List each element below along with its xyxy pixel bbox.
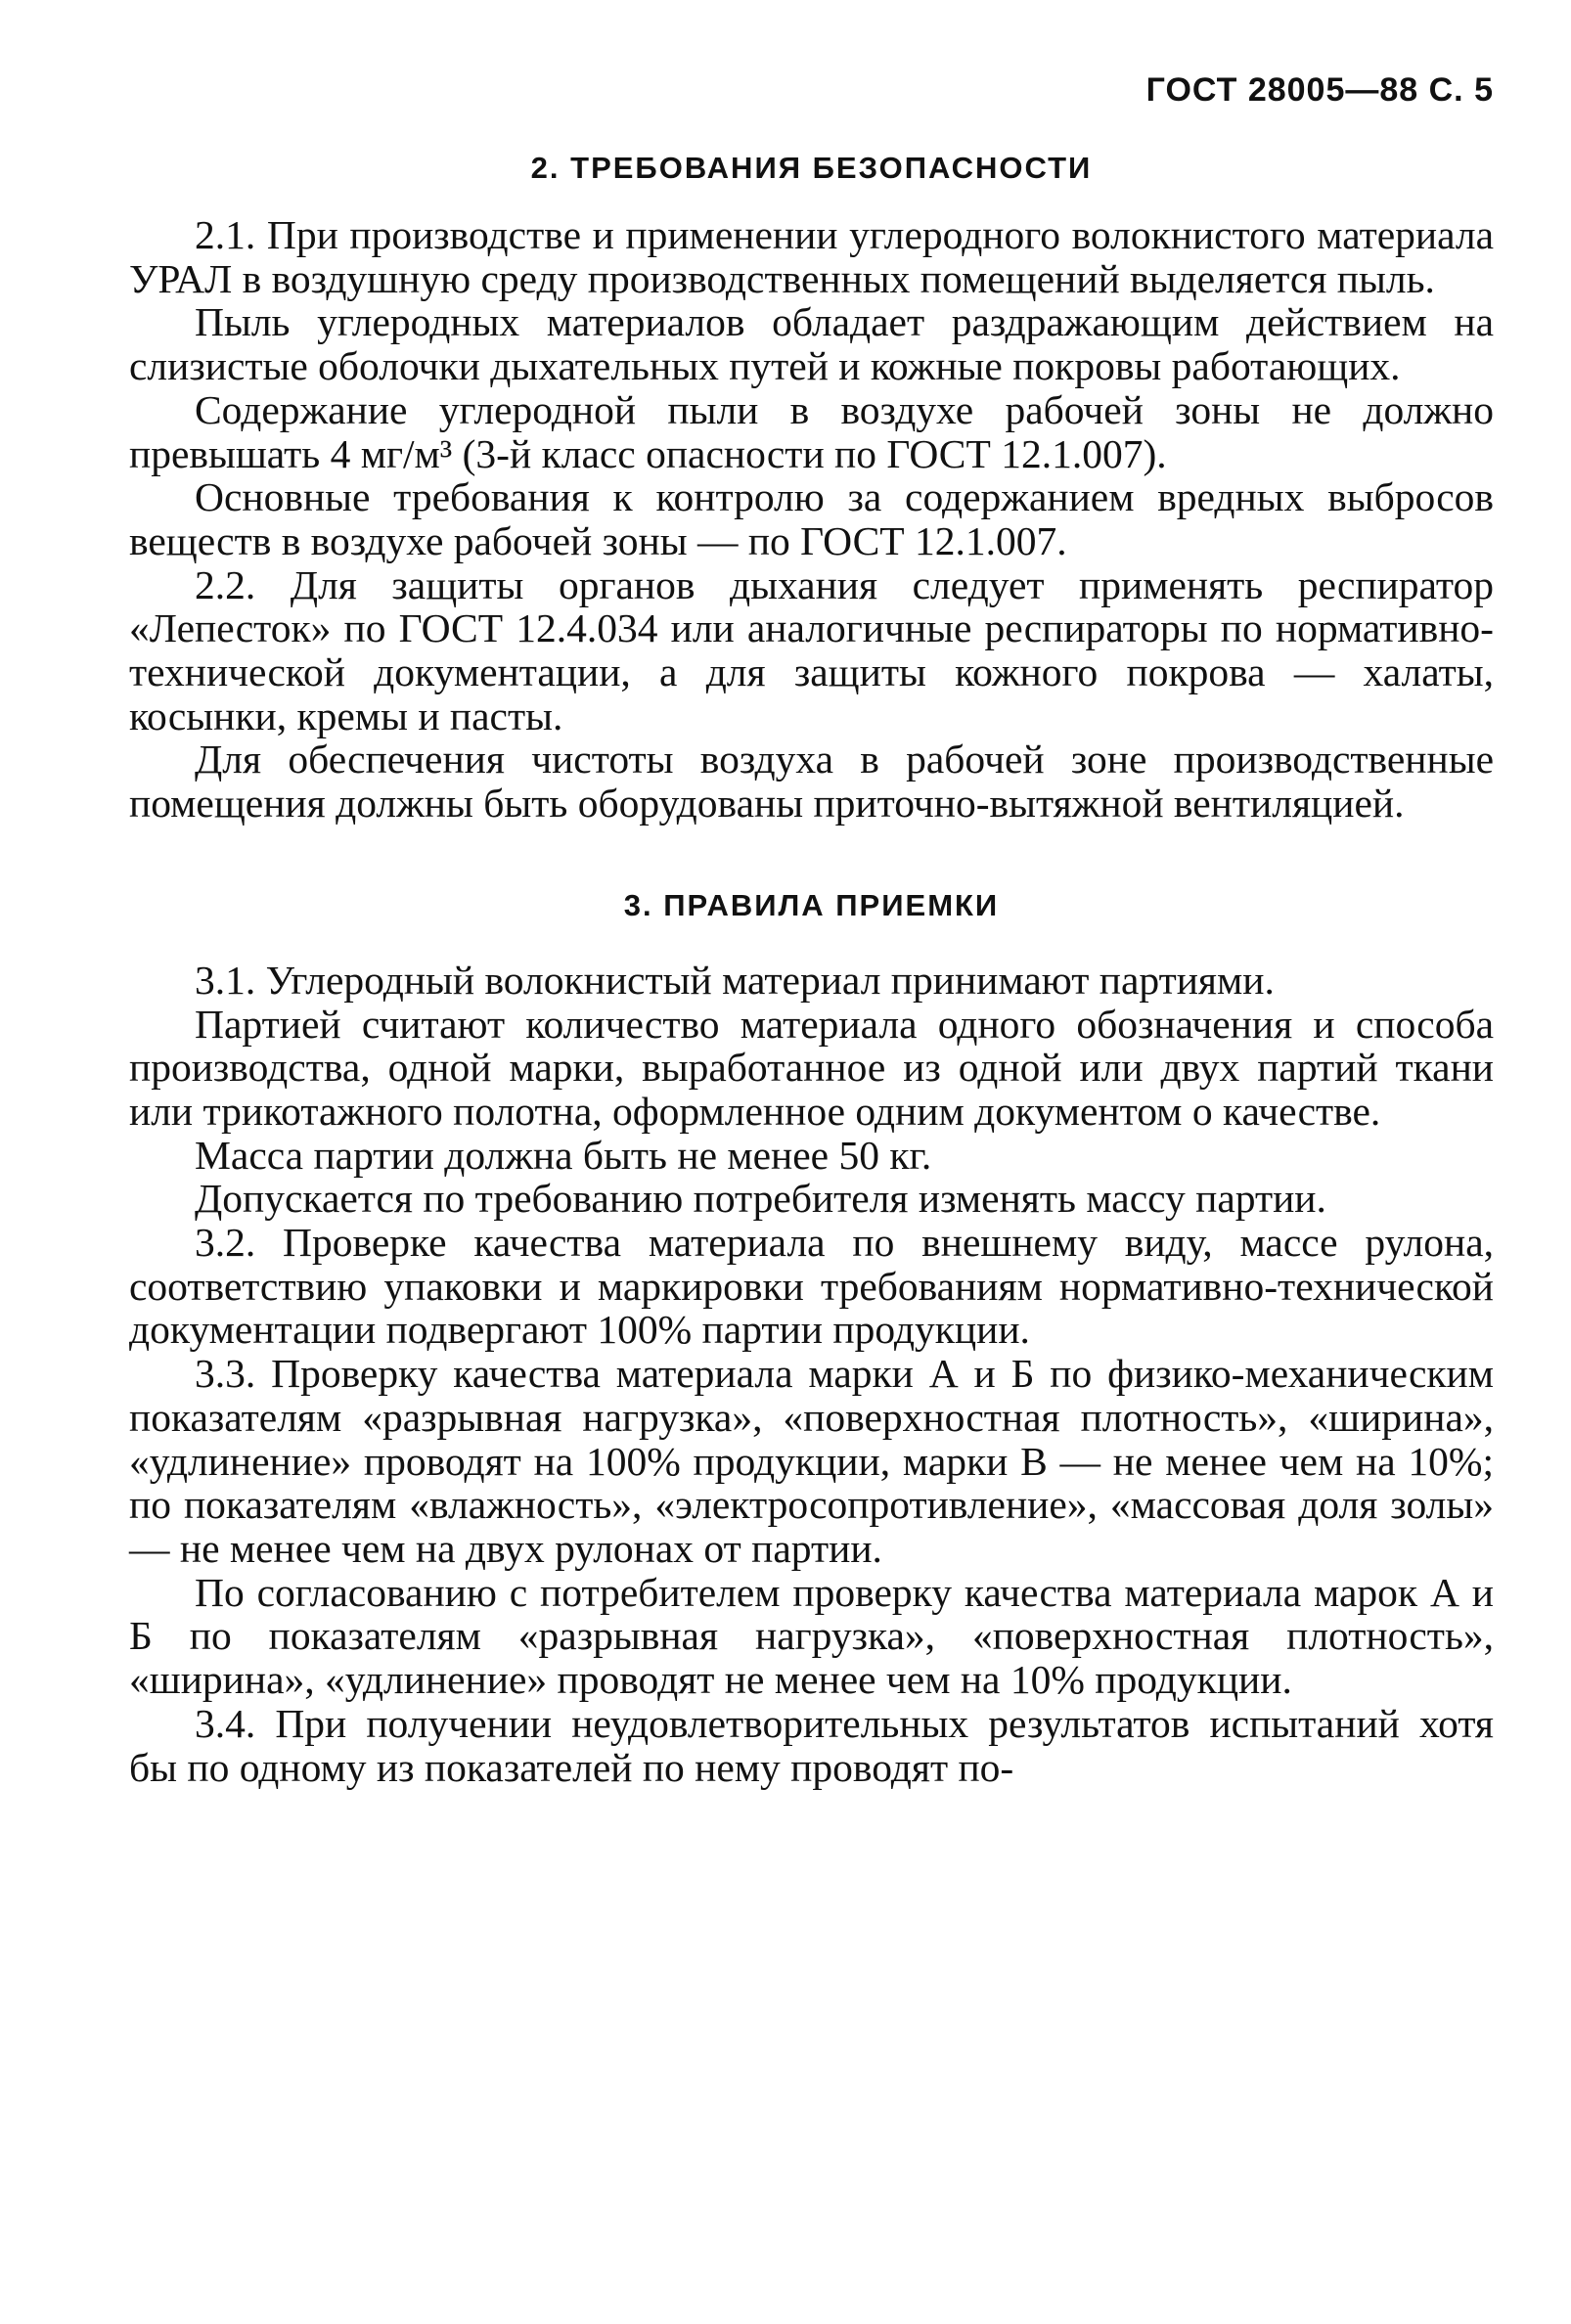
paragraph-agreement: По согласованию с потребителем проверку качества материала марок А и Б по показателям «разрывная нагрузка», «поверхностная плотность», «ширина», «удлинение» проводят не менее чем на 10% продукции. (129, 1569, 1494, 1703)
paragraph-3-4: 3.4. При получении неудовлетворительных результатов испытаний хотя бы по одному из показателей по нему проводят по- (129, 1700, 1494, 1790)
paragraph-batch-mass: Масса партии должна быть не менее 50 кг. (195, 1132, 932, 1178)
paragraph-3-2: 3.2. Проверке качества материала по внешнему виду, массе рулона, соответствию упаковки и маркировки требованиям нормативно-технической документации подвергают 100% партии продукции. (129, 1220, 1494, 1353)
document-page (129, 68, 1494, 1789)
section-title-safety: 2. ТРЕБОВАНИЯ БЕЗОПАСНОСТИ (530, 151, 1093, 185)
page-header: ГОСТ 28005—88 С. 5 (1145, 71, 1494, 109)
paragraph-3-3: 3.3. Проверку качества материала марки А и Б по физико-механическим показателям «разрывная нагрузка», «поверхностная плотность», «ширина», «удлинение» проводят на 100% продукции, марки В — не менее чем на 10%; по показателям «влажность», «электросопротивление», «массовая доля золы» — не менее чем на двух рулонах от партии. (129, 1351, 1494, 1571)
paragraph-ventilation: Для обеспечения чистоты воздуха в рабочей зоне производственные помещения должны быть оборудованы приточно-вытяжной вентиляцией. (129, 737, 1494, 827)
paragraph-control-requirements: Основные требования к контролю за содержанием вредных выбросов веществ в воздухе рабочей зоны — по ГОСТ 12.1.007. (129, 474, 1494, 563)
paragraph-mass-change: Допускается по требованию потребителя изменять массу партии. (195, 1176, 1326, 1222)
paragraph-dust-limit: Содержание углеродной пыли в воздухе рабочей зоны не должно превышать 4 мг/м³ (3-й класс опасности по ГОСТ 12.1.007). (129, 386, 1494, 476)
paragraph-batch-definition: Партией считают количество материала одного обозначения и способа производства, одной марки, выработанное из одной или двух партий ткани или трикотажного полотна, оформленное одним документом о качестве. (129, 1001, 1494, 1134)
paragraph-3-1: 3.1. Углеродный волокнистый материал принимают партиями. (195, 957, 1275, 1003)
paragraph-2-1: 2.1. При производстве и применении углеродного волокнистого материала УРАЛ в воздушную среду производственных помещений выделяется пыль. (129, 212, 1494, 301)
paragraph-dust-effect: Пыль углеродных материалов обладает раздражающим действием на слизистые оболочки дыхательных путей и кожные покровы работающих. (129, 299, 1494, 389)
section-title-acceptance: 3. ПРАВИЛА ПРИЕМКИ (623, 887, 1000, 922)
paragraph-2-2: 2.2. Для защиты органов дыхания следует применять респиратор «Лепесток» по ГОСТ 12.4.034 или аналогичные респираторы по нормативно-технической документации, а для защиты кожного покрова — халаты, косынки, кремы и пасты. (129, 561, 1494, 738)
